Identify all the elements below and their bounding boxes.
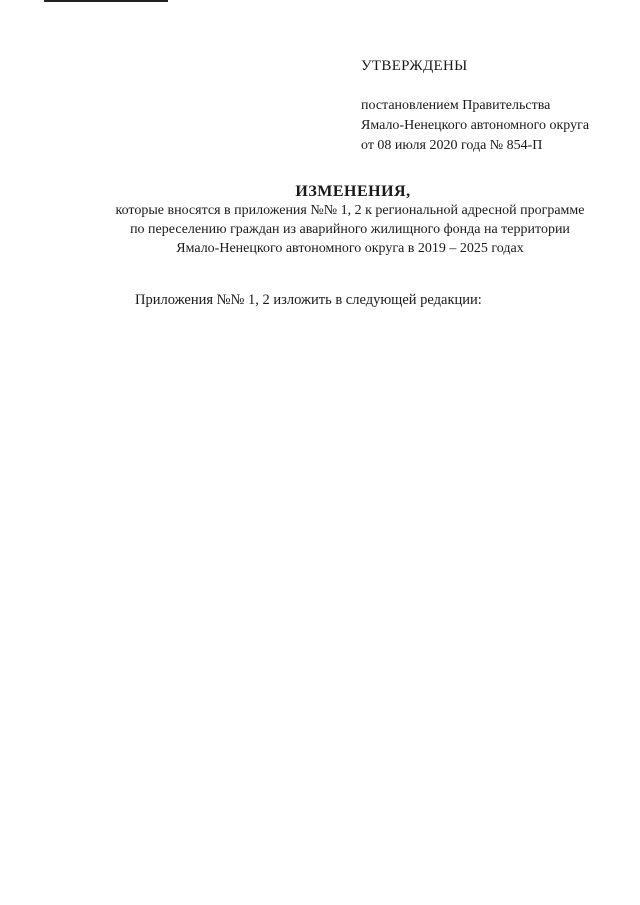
approval-line-region: Ямало-Ненецкого автономного округа [361,118,590,133]
heading-line-1: которые вносятся в приложения №№ 1, 2 к региональной адресной программе [115,203,585,218]
document-heading [60,182,640,258]
document-title: ИЗМЕНЕНИЯ, [295,183,411,200]
approval-title: УТВЕРЖДЕНЫ [361,58,468,74]
approval-line-date: от 08 июля 2020 года № 854-П [361,138,543,153]
approval-line-decree: постановлением Правительства [361,98,551,113]
approval-block [361,58,631,156]
heading-line-2: по переселению граждан из аварийного жилищного фонда на территории [130,222,570,237]
scan-edge-mark [44,0,168,2]
body-paragraph: Приложения №№ 1, 2 изложить в следующей редакции: [135,292,482,308]
heading-line-3: Ямало-Ненецкого автономного округа в 2019 – 2025 годах [176,241,524,256]
